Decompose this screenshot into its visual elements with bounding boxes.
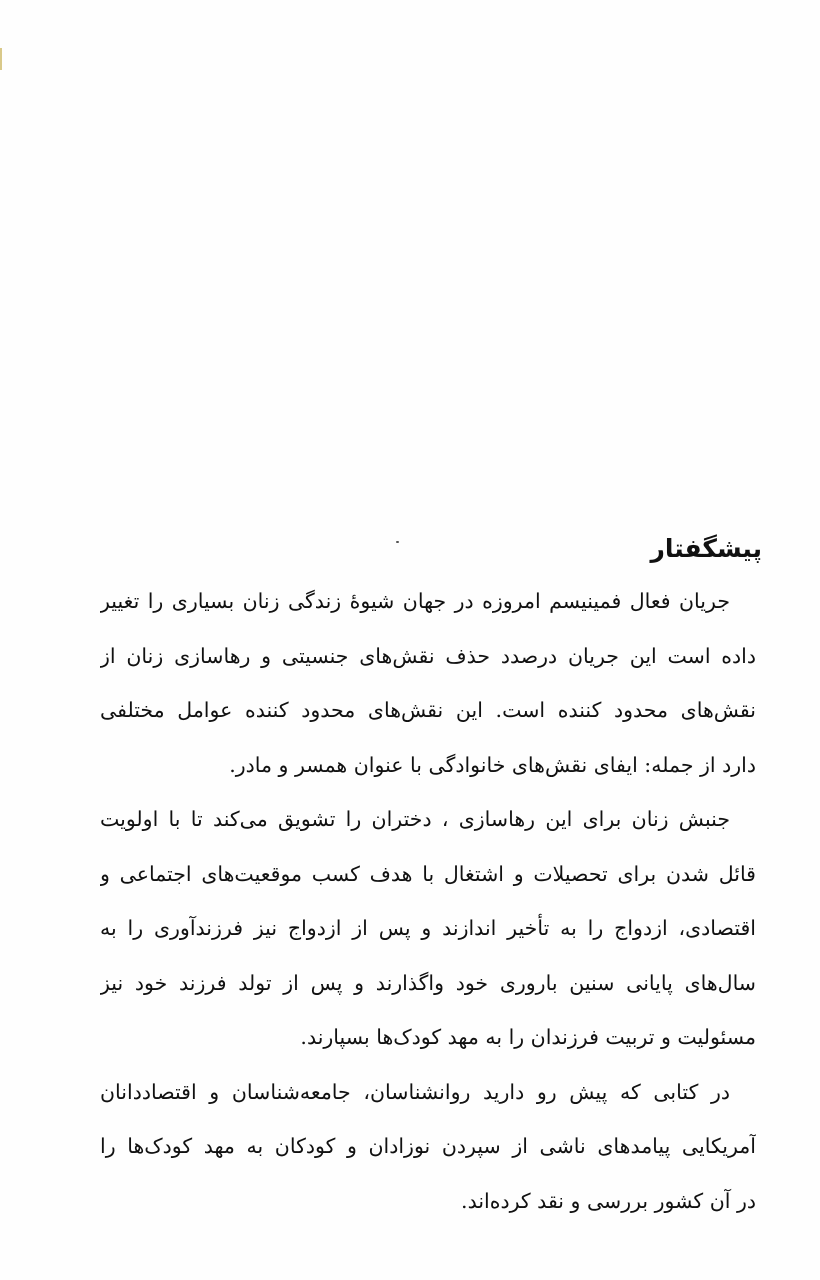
text-line: جریان فعال فمینیسم امروزه در جهان شیوهٔ زندگی زنان بسیاری را تغییر (100, 589, 730, 613)
text-line: آمریکایی پیامدهای ناشی از سپردن نوزادان و کودکان به مهد کودک‌ها را (100, 1134, 756, 1158)
paragraph-3 (100, 1065, 756, 1229)
text-line: سال‌های پایانی سنین باروری خود واگذارند و پس از تولد فرزند خود نیز (100, 970, 756, 995)
paragraph-2 (100, 792, 756, 1065)
paragraph-1 (100, 574, 756, 792)
preface-heading: پیشگفتار (650, 534, 762, 563)
text-line: در کتابی که پیش رو دارید روانشناسان، جامعه‌شناسان و اقتصاددانان (100, 1079, 730, 1104)
preface-section (100, 528, 762, 1228)
text-line: دارد از جمله: ایفای نقش‌های خانوادگی با عنوان همسر و مادر. (229, 752, 756, 777)
text-line: در آن کشور بررسی و نقد کرده‌اند. (461, 1188, 756, 1213)
text-line: قائل شدن برای تحصیلات و اشتغال با هدف کسب موقعیت‌های اجتماعی و (100, 861, 756, 886)
text-line: داده است این جریان درصدد حذف نقش‌های جنسیتی و رهاسازی زنان از (100, 643, 756, 668)
text-line: مسئولیت و تربیت فرزندان را به مهد کودک‌ها بسپارند. (300, 1025, 756, 1049)
text-line: نقش‌های محدود کننده است. این نقش‌های محدود کننده عوامل مختلفی (100, 698, 756, 722)
page-edge-mark (0, 48, 2, 70)
text-line: جنبش زنان برای این رهاسازی ، دختران را تشویق می‌کند تا با اولویت (100, 807, 730, 831)
text-line: اقتصادی، ازدواج را به تأخیر اندازند و پس از ازدواج نیز فرزندآوری را به (100, 916, 756, 940)
